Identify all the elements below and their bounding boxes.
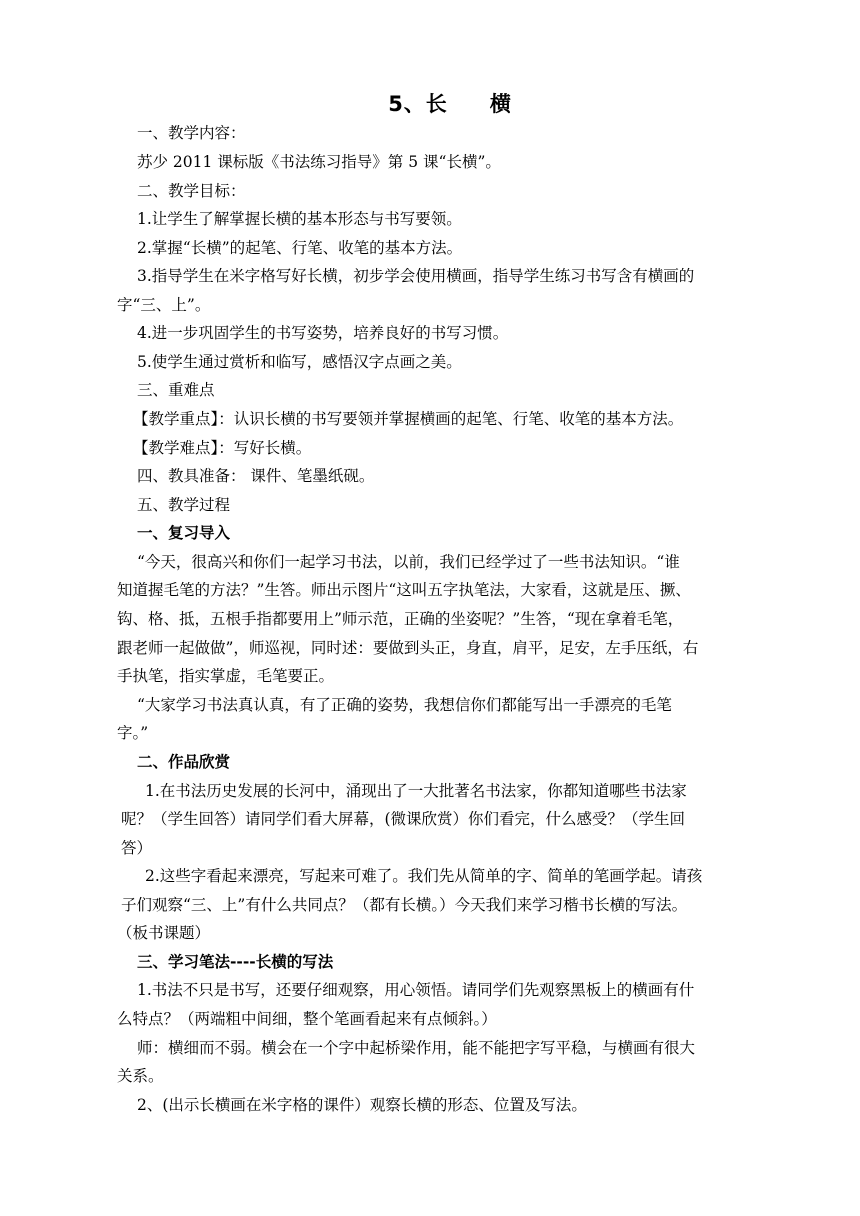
- section-heading-key-points: 三、重难点: [137, 381, 215, 399]
- paragraph-review-line-5: 手执笔，指实掌虚，毛笔要正。: [117, 667, 335, 685]
- section-heading-process: 五、教学过程: [137, 496, 231, 514]
- appreciation-1-line-2: 呢？（学生回答）请同学们看大屏幕，(微课欣赏）你们看完，什么感受？（学生回: [121, 810, 686, 828]
- key-point: 【教学重点】：认识长横的书写要领并掌握横画的起笔、行笔、收笔的基本方法。: [133, 410, 684, 428]
- subheading-appreciation: 二、作品欣赏: [137, 753, 231, 771]
- appreciation-2-line-3: （板书课题）: [117, 924, 211, 942]
- section-heading-goals: 二、教学目标：: [137, 182, 246, 200]
- goal-5: 5.使学生通过赏析和临写，感悟汉字点画之美。: [137, 353, 462, 371]
- section-heading-content: 一、教学内容：: [137, 124, 246, 142]
- paragraph-review-line-1: “今天，很高兴和你们一起学习书法，以前，我们已经学过了一些书法知识。“谁: [137, 553, 680, 571]
- appreciation-2-line-2: 子们观察“三、上”有什么共同点？（都有长横。）今天我们来学习楷书长横的写法。: [121, 896, 688, 914]
- technique-1-line-1: 1.书法不只是书写，还要仔细观察，用心领悟。请同学们先观察黑板上的横画有什: [137, 981, 695, 999]
- goal-3-line-1: 3.指导学生在米字格写好长横，初步学会使用横画，指导学生练习书写含有横画的: [137, 267, 695, 285]
- goal-2: 2.掌握“长横”的起笔、行笔、收笔的基本方法。: [137, 239, 463, 257]
- goal-4: 4.进一步巩固学生的书写姿势，培养良好的书写习惯。: [137, 324, 509, 342]
- title-number: 5、长: [388, 92, 448, 116]
- content-text: 苏少 2011 课标版《书法练习指导》第 5 课“长横”。: [137, 153, 501, 171]
- paragraph-praise-line-1: “大家学习书法真认真，有了正确的姿势，我想信你们都能写出一手漂亮的毛笔: [137, 696, 672, 714]
- subheading-review: 一、复习导入: [137, 524, 231, 542]
- appreciation-1-line-3: 答）: [121, 839, 153, 857]
- subheading-technique: 三、学习笔法----长横的写法: [137, 953, 334, 971]
- paragraph-review-line-2: 知道握毛笔的方法？”生答。师出示图片“这叫五字执笔法，大家看，这就是压、撅、: [117, 581, 691, 599]
- goal-3-line-2: 字“三、上”。: [117, 296, 211, 314]
- paragraph-review-line-3: 钩、格、抵，五根手指都要用上”师示范，正确的坐姿呢？”生答，“现在拿着毛笔，: [117, 610, 684, 628]
- appreciation-2-line-1: 2.这些字看起来漂亮，写起来可难了。我们先从简单的字、简单的笔画学起。请孩: [145, 867, 703, 885]
- goal-1: 1.让学生了解掌握长横的基本形态与书写要领。: [137, 210, 462, 228]
- teacher-note-line-1: 师：横细而不弱。横会在一个字中起桥梁作用，能不能把字写平稳，与横画有很大: [137, 1039, 696, 1057]
- paragraph-praise-line-2: 字。”: [117, 724, 149, 742]
- title-character: 横: [489, 92, 512, 116]
- technique-1-line-2: 么特点？（两端粗中间细，整个笔画看起来有点倾斜。）: [117, 1010, 497, 1028]
- page-title: [0, 88, 860, 118]
- technique-2: 2、(出示长横画在米字格的课件）观察长横的形态、位置及写法。: [137, 1096, 587, 1114]
- paragraph-review-line-4: 跟老师一起做做”，师巡视，同时述：要做到头正，身直，肩平，足安，左手压纸，右: [117, 639, 699, 657]
- difficult-point: 【教学难点】：写好长横。: [133, 439, 312, 457]
- section-heading-materials: 四、教具准备： 课件、笔墨纸砚。: [137, 467, 375, 485]
- appreciation-1-line-1: 1.在书法历史发展的长河中，涌现出了一大批著名书法家，你都知道哪些书法家: [145, 782, 687, 800]
- teacher-note-line-2: 关系。: [117, 1067, 164, 1085]
